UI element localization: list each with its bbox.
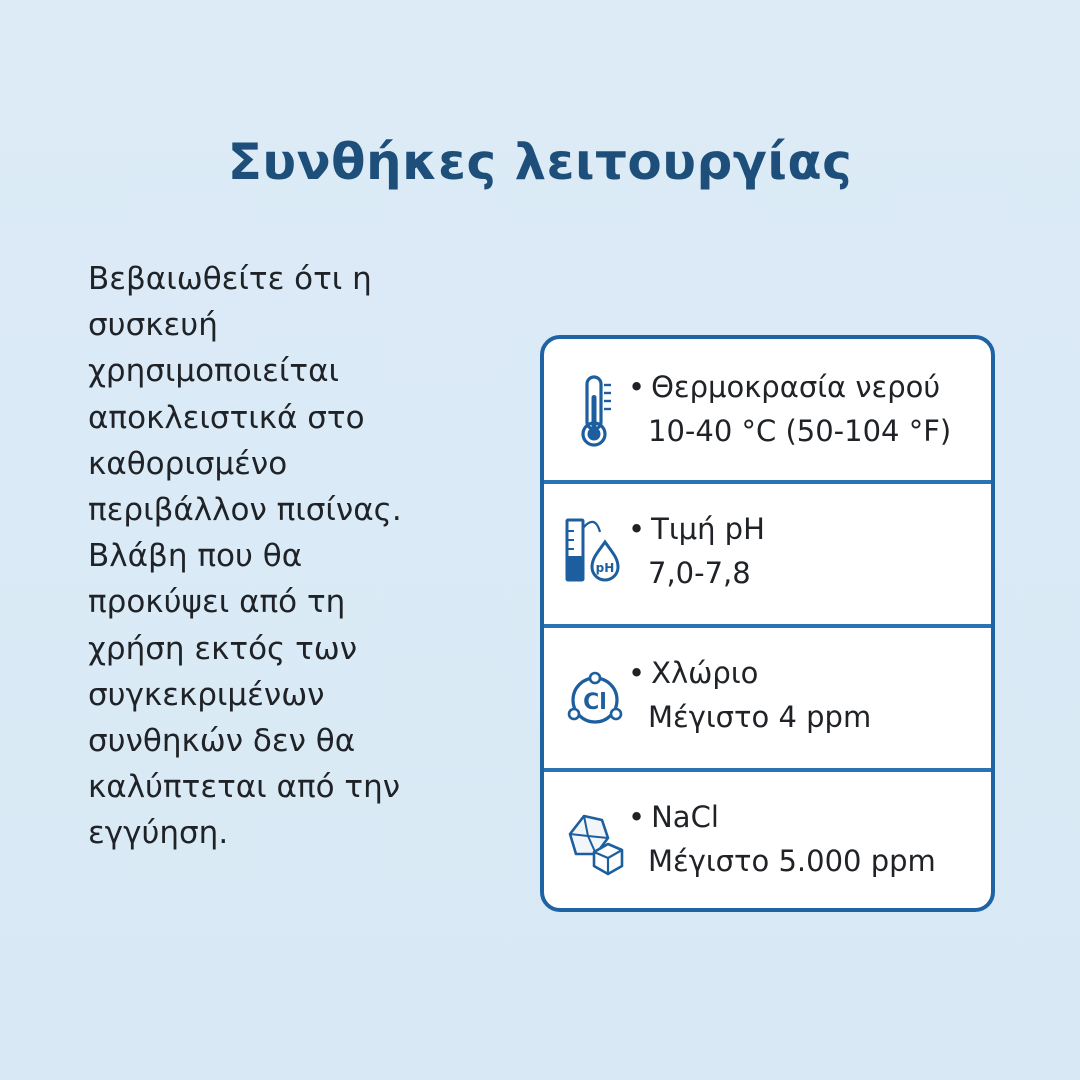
condition-row-temperature [544, 339, 991, 480]
condition-text [628, 507, 988, 595]
description-line: εγγύηση. [88, 815, 229, 852]
description-line: συνθηκών δεν θα [88, 723, 356, 760]
condition-text [628, 795, 988, 883]
condition-label-text: Χλώριο [651, 656, 759, 690]
bullet: • [628, 370, 646, 404]
bullet: • [628, 656, 646, 690]
description-line: καθορισμένο [88, 445, 288, 482]
description-line: Βλάβη που θα [88, 538, 303, 575]
ph-icon-text: pH [595, 561, 615, 575]
condition-value: 7,0-7,8 [648, 556, 751, 590]
condition-label [628, 795, 988, 839]
description-line: συγκεκριμένων [88, 676, 325, 713]
page-title: Συνθήκες λειτουργίας [227, 133, 853, 191]
condition-label-text: Θερμοκρασία νερού [651, 370, 941, 404]
salt-crystal-icon [562, 804, 628, 884]
condition-row-nacl [544, 772, 991, 912]
condition-text [628, 651, 988, 739]
condition-label-text: NaCl [651, 800, 719, 834]
description-line: χρήση εκτός των [88, 630, 358, 667]
condition-text [628, 365, 988, 453]
condition-label [628, 507, 988, 551]
bullet: • [628, 512, 646, 546]
condition-row-ph [544, 484, 991, 625]
description-line: Βεβαιωθείτε ότι η [88, 261, 372, 297]
description-line: περιβάλλον πισίνας. [88, 492, 402, 529]
condition-row-chlorine [544, 628, 991, 769]
description-line: συσκευή [88, 307, 218, 344]
bullet: • [628, 800, 646, 834]
chlorine-icon-text: Cl [583, 690, 607, 715]
description-line: προκύψει από τη [88, 584, 346, 621]
description-line: χρησιμοποιείται [88, 353, 340, 390]
description-line: αποκλειστικά στο [88, 399, 365, 436]
condition-value: 10-40 °C (50-104 °F) [648, 414, 952, 448]
ph-test-tube-icon [562, 514, 628, 594]
condition-label [628, 651, 988, 695]
condition-label-text: Τιμή pH [651, 512, 765, 546]
condition-label [628, 365, 988, 409]
thermometer-icon [562, 371, 628, 451]
warranty-description [88, 256, 468, 857]
condition-value: Μέγιστο 5.000 ppm [648, 844, 936, 878]
operating-conditions-card [540, 335, 995, 912]
chlorine-molecule-icon [562, 658, 628, 738]
description-line: καλύπτεται από την [88, 769, 401, 806]
condition-value: Μέγιστο 4 ppm [648, 700, 872, 734]
